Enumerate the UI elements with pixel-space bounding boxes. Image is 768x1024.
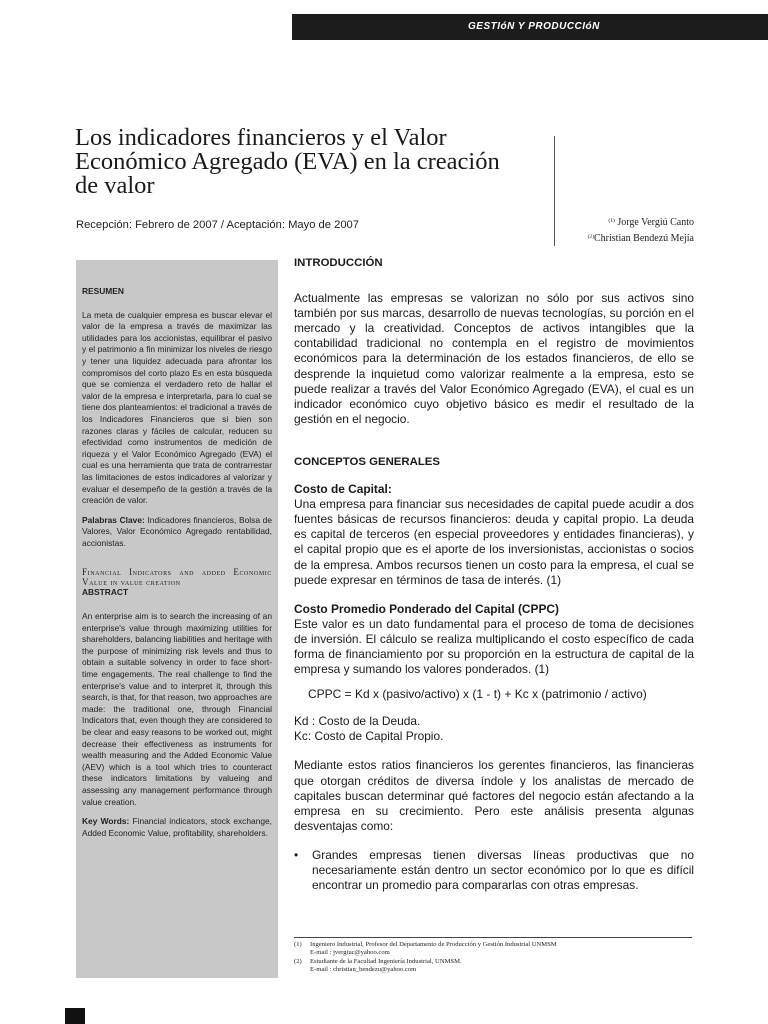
intro-heading: INTRODUCCIÓN [294, 257, 383, 269]
keywords-label: Palabras Clave: [82, 514, 145, 525]
article-title: Los indicadores financieros y el Valor Económico Agregado (EVA) en la creación de valor [75, 124, 500, 199]
en-keywords-text: Financial indicators, stock exchange, Added Economic Value, profitability, shareholders. [82, 816, 272, 838]
section-header-bar [292, 14, 768, 40]
cppc-heading: Costo Promedio Ponderado del Capital (CPPC) [294, 601, 559, 616]
footnote-divider [294, 937, 692, 938]
capital-cost-paragraph: Una empresa para financiar sus necesidades de capital puede acudir a dos fuentes básicas de recursos financieros: deuda y capital propio. La deuda es capital de terceros (en especial proveedores y entidades financieras), y el capital propio que es el aporte de los inversionistas, accionistas o socios de la empresa. Ambos recursos tienen un costo para la empresa, el cual se puede expresar en términos de tasa de interés. (1) [294, 497, 694, 587]
author-name: Christian Bendezú Mejía [594, 233, 694, 244]
cppc-paragraph: Este valor es un dato fundamental para el proceso de toma de decisiones de inversión. El cálculo se realiza multiplicando el costo específico de cada forma de financiamiento por su proporción en la estructura de capital de la empresa y sumando los valores ponderados. (1) [294, 616, 694, 677]
footnote-item: (1) Ingeniero Industrial, Profesor del Departamento de Producción y Gestión Industrial UNMSM [294, 941, 557, 948]
ratios-paragraph: Mediante estos ratios financieros los gerentes financieros, las financieras que otorgan créditos de diversa índole y los analistas de mercado de capitales buscan determinar qué factores del negocio están afectando a la empresa en su crecimiento. Pero este análisis presenta algunas desventajas como: [294, 758, 694, 833]
footnote-email: E-mail : jvergiuc@yahoo.com [310, 949, 390, 957]
author-name: Jorge Vergiú Canto [617, 217, 694, 228]
en-keywords-label: Key Words: [82, 816, 130, 827]
author-list [588, 214, 694, 246]
abstract-heading: ABSTRACT [82, 587, 129, 598]
section-name: GESTIóN Y PRODUCCIóN [468, 21, 600, 32]
resumen-text: La meta de cualquier empresa es buscar elevar el valor de la empresa a través de maximizar las utilidades para los accionistas, equilibrar el pasivo y el patrimonio a fin minimizar los niveles de riesgo y tener una liquidez adecuada para afrontar los compromisos del corto plazo Es en esta búsqueda que se comienza el verdadero reto de hallar el valor de la empresa e interpretarla, para lo cual se tiene dos planteamientos: el tradicional a través de los Indicadores Financieros que si bien son razones claras y fáciles de calcular, reducen su efectividad como instrumentos de medición de riqueza y el Valor Económico Agregado (EVA) el cual es una herramienta que trata de contrarrestar las limitaciones de estos indicadores al valorizar y evaluar el desempeño de la gestión a través de la creación de valor. [82, 309, 272, 506]
vertical-divider [554, 136, 555, 246]
author-entry: $^{(2)}$Christian Bendezú Mejía [587, 233, 694, 244]
palabras-clave [82, 515, 272, 550]
footnote-item: (2) Estudiante de la Facultad Ingeniería Industrial, UNMSM. [294, 957, 462, 965]
page-corner-mark [65, 1008, 85, 1024]
footnotes [294, 941, 694, 974]
concepts-heading: CONCEPTOS GENERALES [294, 455, 440, 468]
key-words [82, 816, 272, 839]
kc-definition: Kc: Costo de Capital Propio. [294, 729, 444, 744]
reception-dates: Recepción: Febrero de 2007 / Aceptación: Mayo de 2007 [76, 219, 359, 231]
article-body [294, 256, 694, 893]
intro-paragraph: Actualmente las empresas se valorizan no sólo por sus activos sino también por sus marcas, desarrollo de nuevas tecnologías, su porción en el mercado y la creatividad. Conceptos de activos intangibles que la contabilidad tradicional no contempla en el registro de movimientos económicos para la determinación de los estados financieros, de ello se desprende la inquietud como valorizar realmente a la empresa, esto se puede realizar a través del Valor Económico Agregado (EVA), el cual es un indicador económico cuyo objetivo básico es medir el resultado de la gestión en el negocio. [294, 291, 694, 426]
capital-cost-heading: Costo de Capital: [294, 482, 392, 497]
english-title: Financial Indicators and added Economic Value in value creation [82, 567, 272, 588]
resumen-heading: RESUMEN [82, 286, 124, 296]
abstract-sidebar [76, 260, 278, 978]
bullet-item: • Grandes empresas tienen diversas líneas productivas que no necesariamente están dentro un sector económico por lo que es difícil encontrar un promedio para compararlas con otras empresas. [294, 848, 694, 893]
keywords-text: Indicadores financieros, Bolsa de Valores, Valor Económico Agregado rentabilidad, accionistas. [82, 514, 272, 548]
cppc-formula: CPPC = Kd x (pasivo/activo) x (1 - t) + Kc x (patrimonio / activo) [308, 687, 647, 702]
footnote-email: E-mail : christian_bendezu@yahoo.com [310, 965, 417, 973]
abstract-text: An enterprise aim is to search the increasing of an enterprise's value through maximizing utilities for shareholders, balancing liabilities and heritage with the purpose of minimizing risk levels and thus to obtain a suitable solvency in order to face short-time engagements. The real challenge to find the enterprise's value and to interpret it, through this search, is that, for that reason, two approaches are made: the traditional one, through Financial Indicators that, even though they are considered to be clear and easy reasons to be worked out, might decrease their effectiveness as instruments for wealth measuring and the Added Economic Value (AEV) which is a tool which tries to counteract these indicators limitations by valueing and assessing any management performance through value creation. [82, 611, 272, 807]
author-entry: $^{(1)}$ Jorge Vergiú Canto [608, 217, 694, 228]
kd-definition: Kd : Costo de la Deuda. [294, 714, 421, 729]
